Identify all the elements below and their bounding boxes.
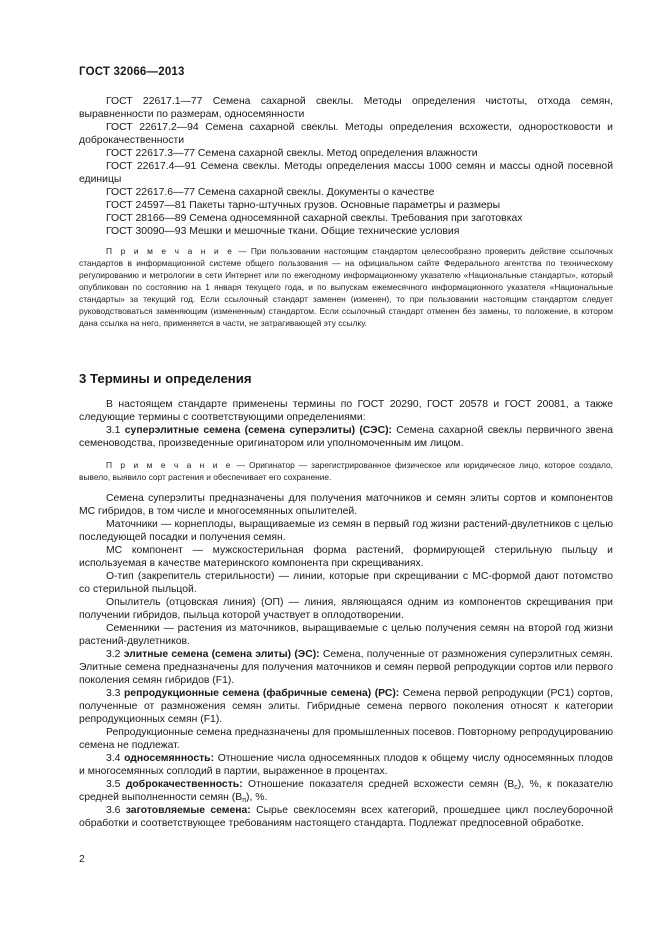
paragraph: МС компонент — мужскостерильная форма растений, формирующей стерильную пыльцу и используемая в качестве материнского компонента при скрещиваниях. [79, 545, 613, 569]
term-definition: Отношение числа односемянных плодов к общему числу односемянных плодов и многосемянных соплодий в партии, выраженное в процентах. [79, 753, 613, 777]
paragraph: Семена суперэлиты предназначены для получения маточников и семян элиты сортов и компонентов МС гибридов, в том числе и многосемянных опылителей. [79, 493, 613, 517]
term-definition: Сырье свеклосемян всех категорий, прошедшее цикл послеуборочной обработки и соответствующее требованиям настоящего стандарта. Подлежат предпосевной обработке. [79, 805, 613, 829]
paragraph: О-тип (закрепитель стерильности) — линии, которые при скрещивании с МС-формой дают потомство со стерильной пыльцой. [79, 571, 613, 595]
reference-item: ГОСТ 22617.3—77 Семена сахарной свеклы. Метод определения влажности [106, 148, 478, 159]
section-body [79, 398, 613, 830]
reference-item: ГОСТ 22617.6—77 Семена сахарной свеклы. Документы о качестве [106, 187, 435, 198]
paragraph: Репродукционные семена предназначены для промышленных посевов. Повторному репродуцированию семена не подлежат. [79, 727, 613, 751]
term-3-2: 3.2 элитные семена (семена элиты) (ЭС): Семена, полученные от размножения суперэлитных семян. Элитные семена предназначены для получения маточников и семян первой репродукции сортов или первого поколения семян гибридов (F1). [79, 649, 613, 686]
term-name: элитные семена (семена элиты) (ЭС): [123, 649, 320, 660]
paragraph: Маточники — корнеплоды, выращиваемые из семян в первый год жизни растений-двулетников с целью последующей посадки и получения семян. [79, 519, 613, 543]
term-3-5: 3.5 доброкачественность: Отношение показателя средней всхожести семян $(В_с)$, %, к показателю средней выполненности семян $(В_п)$, %. [79, 779, 613, 804]
term-definition: Семена первой репродукции (РС1) сортов, полученные от размножения семян элиты. Гибридные семена первого поколения относят к категории репродукционных семян (F1). [79, 688, 613, 725]
running-header: ГОСТ 32066—2013 [79, 66, 185, 78]
term-name: заготовляемые семена: [125, 805, 251, 816]
page-number: 2 [79, 853, 85, 865]
paragraph: Опылитель (отцовская линия) (ОП) — линия, являющаяся одним из компонентов скрещивания при получении гибридов, пыльца которой участвует в оплодотворении. [79, 597, 613, 621]
intro-paragraph: В настоящем стандарте применены термины по ГОСТ 20290, ГОСТ 20578 и ГОСТ 20081, а также следующие термины с соответствующими определениями: [79, 399, 613, 423]
reference-item: ГОСТ 22617.1—77 Семена сахарной свеклы. Методы определения чистоты, отхода семян, выравненности по размерам, односемянности [79, 96, 613, 120]
term-3-3: 3.3 репродукционные семена (фабричные семена) (РС): Семена первой репродукции (РС1) сортов, полученные от размножения семян элиты. Гибридные семена первого поколения относят к категории репродукционных семян (F1). [79, 688, 613, 725]
reference-item: ГОСТ 24597—81 Пакеты тарно-штучных грузов. Основные параметры и размеры [106, 200, 501, 211]
note-label: П р и м е ч а н и е [106, 246, 235, 256]
term-3-4: 3.4 односемянность: Отношение числа односемянных плодов к общему числу односемянных плодов и многосемянных соплодий в партии, выраженное в процентах. [79, 753, 613, 777]
term-definition: Семена сахарной свеклы первичного звена семеноводства, произведенные оригинатором или уполномоченным им лицом. [79, 425, 613, 449]
section-heading [79, 371, 613, 386]
term-3-6: 3.6 заготовляемые семена: Сырье свеклосемян всех категорий, прошедшее цикл послеуборочной обработки и соответствующее требованиям настоящего стандарта. Подлежат предпосевной обработке. [79, 805, 613, 829]
note-label: П р и м е ч а н и е [106, 460, 233, 470]
reference-item: ГОСТ 30090—93 Мешки и мешочные ткани. Общие технические условия [106, 226, 460, 237]
references-note [79, 245, 613, 329]
references-list [79, 95, 613, 238]
term-name: односемянность: [124, 753, 215, 764]
reference-item: ГОСТ 28166—89 Семена односемянной сахарной свеклы. Требования при заготовках [106, 213, 523, 224]
reference-item: ГОСТ 22617.2—94 Семена сахарной свеклы. Методы определения всхожести, одноростковости и доброкачественности [79, 122, 613, 146]
note-text: — Оригинатор — зарегистрированное физическое или юридическое лицо, которое создало, вывело, выявило сорт растения и обеспечивает его сохранение. [79, 460, 613, 482]
term-name: репродукционные семена (фабричные семена) (РС): [123, 688, 400, 699]
section-title: 3 Термины и определения [79, 371, 252, 386]
reference-item: ГОСТ 22617.4—91 Семена свеклы. Методы определения массы 1000 семян и массы одной посевной единицы [79, 161, 613, 185]
term-note [79, 459, 613, 483]
term-name: доброкачественность: [125, 779, 243, 790]
term-definition: Семена, полученные от размножения суперэлитных семян. Элитные семена предназначены для получения маточников и семян первой репродукции сортов или первого поколения семян гибридов (F1). [79, 649, 613, 686]
note-text: — При пользовании настоящим стандартом целесообразно проверить действие ссылочных стандартов в информационной системе общего пользования — на официальном сайте Федерального агентства по техническому регулированию и метрологии в сети Интернет или по ежегодному информационному указателю «Национальные стандарты», который опубликован по состоянию на 1 января текущего года, и по выпускам ежемесячного информационного указателя «Национальные стандарты» за текущий год. Если ссылочный стандарт заменен (изменен), то при пользовании настоящим стандартом следует руководствоваться заменяющим (измененным) стандартом. Если ссылочный стандарт отменен без замены, то положение, в котором дана ссылка на него, применяется в части, не затрагивающей эту ссылку. [79, 246, 613, 328]
term-3-1: 3.1 суперэлитные семена (семена суперэлиты) (СЭС): Семена сахарной свеклы первичного звена семеноводства, произведенные оригинатором или уполномоченным им лицом. [79, 425, 613, 449]
term-name: суперэлитные семена (семена суперэлиты) (СЭС): [124, 425, 392, 436]
paragraph: Семенники — растения из маточников, выращиваемые с целью получения семян на второй год жизни растений-двулетников. [79, 623, 613, 647]
